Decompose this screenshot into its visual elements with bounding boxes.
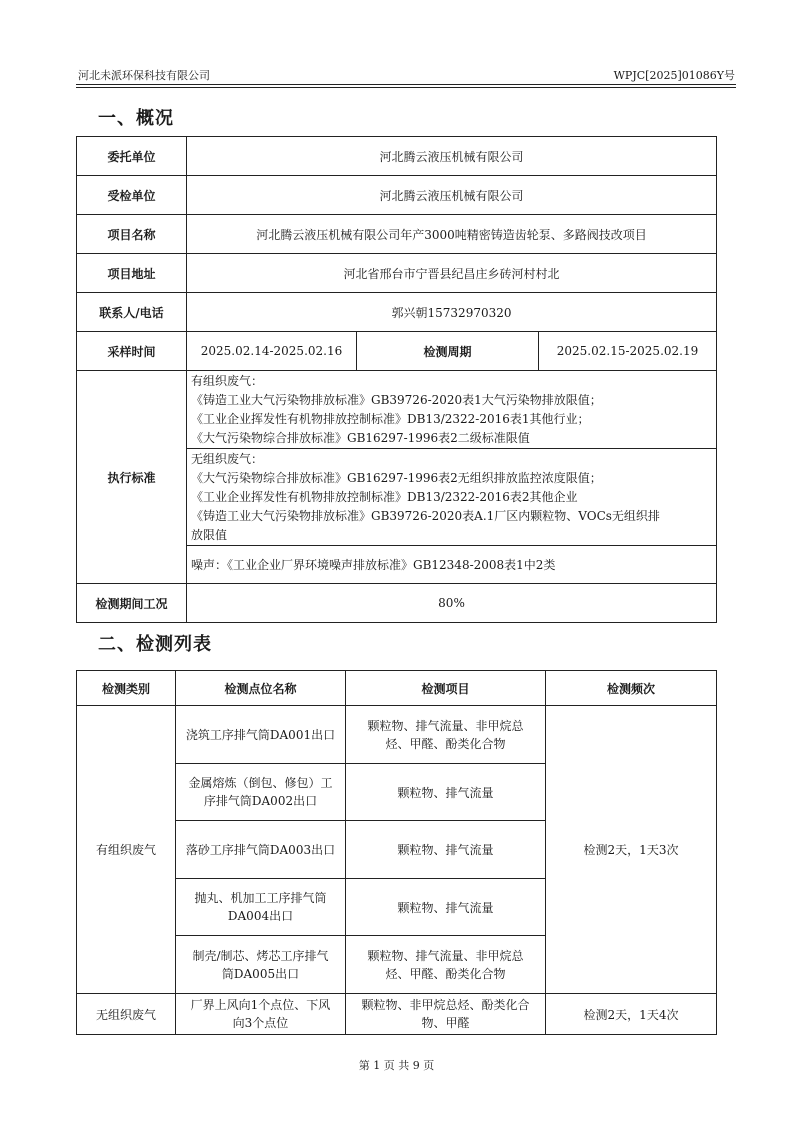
items-cell xyxy=(346,821,546,879)
items-line: 颗粒物、排气流量、非甲烷总 xyxy=(367,948,524,963)
standards-organized xyxy=(187,371,717,449)
point-cell xyxy=(176,936,346,994)
items-cell xyxy=(346,706,546,764)
standards-unorganized-line: 《铸造工业大气污染物排放标准》GB39726-2020表A.1厂区内颗粒物、VOCs无组织排 xyxy=(191,509,660,523)
items-line: 颗粒物、排气流量 xyxy=(397,843,494,857)
point-line: DA004出口 xyxy=(227,909,294,923)
point-line: 厂界上风向1个点位、下风 xyxy=(190,998,331,1012)
items-line: 颗粒物、非甲烷总烃、酚类化合 xyxy=(361,998,530,1012)
items-line: 物、甲醛 xyxy=(421,1016,470,1030)
inspected-value: 河北腾云液压机械有限公司 xyxy=(187,176,717,215)
items-cell xyxy=(346,879,546,936)
section1-title: 一、概况 xyxy=(98,108,174,129)
point-line: 筒DA005出口 xyxy=(221,966,300,981)
point-cell xyxy=(176,879,346,936)
standards-unorganized-line: 放限值 xyxy=(191,528,228,542)
items-cell xyxy=(346,764,546,821)
col-header-point: 检测点位名称 xyxy=(176,671,346,706)
point-line: 浇筑工序排气筒DA001出口 xyxy=(185,727,336,742)
unorganized-frequency: 检测2天，1天4次 xyxy=(546,994,717,1035)
contact-label: 联系人/电话 xyxy=(77,293,187,332)
standards-label: 执行标准 xyxy=(77,371,187,584)
client-label: 委托单位 xyxy=(77,137,187,176)
overview-table xyxy=(76,136,717,623)
header-rule xyxy=(76,84,736,85)
standards-unorganized-line: 《工业企业挥发性有机物排放控制标准》DB13/2322-2016表2其他企业 xyxy=(191,490,578,504)
point-line: 抛丸、机加工工序排气筒 xyxy=(194,891,327,905)
header-rule-thin xyxy=(76,87,736,88)
standards-organized-line: 《工业企业挥发性有机物排放控制标准》DB13/2322-2016表1其他行业； xyxy=(191,412,590,426)
address-label: 项目地址 xyxy=(77,254,187,293)
items-cell xyxy=(346,994,546,1035)
point-cell xyxy=(176,821,346,879)
standards-unorganized-line: 《大气污染物综合排放标准》GB16297-1996表2无组织排放监控浓度限值； xyxy=(191,471,602,485)
page-number: 第 1 页 共 9 页 xyxy=(358,1059,435,1072)
project-label: 项目名称 xyxy=(77,215,187,254)
period-value: 2025.02.15-2025.02.19 xyxy=(539,332,717,371)
items-cell xyxy=(346,936,546,994)
client-value: 河北腾云液压机械有限公司 xyxy=(187,137,717,176)
organized-category: 有组织废气 xyxy=(77,706,176,994)
condition-value: 80% xyxy=(187,584,717,623)
point-line: 向3个点位 xyxy=(232,1016,289,1030)
point-line: 金属熔炼（倒包、修包）工 xyxy=(188,776,333,790)
items-line: 烃、甲醛、酚类化合物 xyxy=(385,966,506,981)
standards-organized-line: 有组织废气： xyxy=(191,374,264,388)
col-header-items: 检测项目 xyxy=(346,671,546,706)
standards-unorganized xyxy=(187,449,717,546)
point-line: 落砂工序排气筒DA003出口 xyxy=(185,842,336,857)
standards-noise: 噪声：《工业企业厂界环境噪声排放标准》GB12348-2008表1中2类 xyxy=(187,546,717,584)
header-report-number: WPJC[2025]01086Y号 xyxy=(613,69,735,82)
point-cell xyxy=(176,764,346,821)
items-line: 颗粒物、排气流量 xyxy=(397,900,494,915)
standards-organized-line: 《铸造工业大气污染物排放标准》GB39726-2020表1大气污染物排放限值； xyxy=(191,393,602,407)
standards-organized-line: 《大气污染物综合排放标准》GB16297-1996表2二级标准限值 xyxy=(191,431,530,445)
col-header-category: 检测类别 xyxy=(77,671,176,706)
point-line: 序排气筒DA002出口 xyxy=(203,794,318,808)
period-label: 检测周期 xyxy=(357,332,539,371)
point-cell xyxy=(176,994,346,1035)
standards-unorganized-line: 无组织废气： xyxy=(191,452,264,466)
section2-title: 二、检测列表 xyxy=(98,634,212,655)
address-value: 河北省邢台市宁晋县纪昌庄乡砖河村村北 xyxy=(187,254,717,293)
inspection-list-table xyxy=(76,670,717,1035)
col-header-frequency: 检测频次 xyxy=(546,671,717,706)
sampling-value: 2025.02.14-2025.02.16 xyxy=(187,332,357,371)
sampling-label: 采样时间 xyxy=(77,332,187,371)
contact-value: 郭兴朝15732970320 xyxy=(187,293,717,332)
unorganized-category: 无组织废气 xyxy=(77,994,176,1035)
items-line: 颗粒物、排气流量 xyxy=(397,785,494,800)
point-cell xyxy=(176,706,346,764)
items-line: 颗粒物、排气流量、非甲烷总 xyxy=(367,718,524,733)
header-company: 河北未派环保科技有限公司 xyxy=(78,69,210,82)
point-line: 制壳/制芯、烤芯工序排气 xyxy=(192,948,329,963)
items-line: 烃、甲醛、酚类化合物 xyxy=(385,736,506,751)
organized-frequency: 检测2天，1天3次 xyxy=(546,706,717,994)
project-value: 河北腾云液压机械有限公司年产3000吨精密铸造齿轮泵、多路阀技改项目 xyxy=(187,215,717,254)
inspected-label: 受检单位 xyxy=(77,176,187,215)
condition-label: 检测期间工况 xyxy=(77,584,187,623)
